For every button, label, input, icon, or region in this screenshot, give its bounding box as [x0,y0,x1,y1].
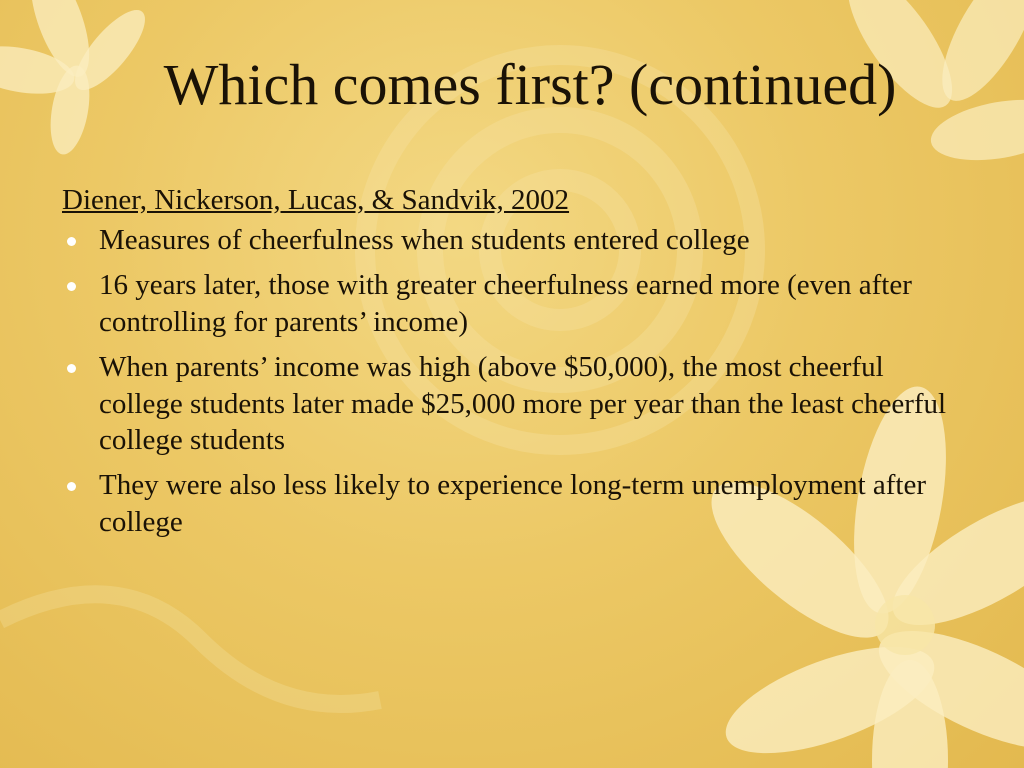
slide-body [62,182,972,549]
bullet-item [62,267,972,341]
bullet-text: 16 years later, those with greater cheerfulness earned more (even after controlling for parents’ income) [99,269,912,338]
bullet-dot-icon [67,282,76,291]
citation-link[interactable]: Diener, Nickerson, Lucas, & Sandvik, 2002 [62,184,570,216]
slide-title: Which comes first? (continued) [163,52,897,117]
bullet-text: Measures of cheerfulness when students entered college [99,224,750,257]
bullet-item [62,222,972,259]
bullet-item [62,467,972,541]
bullet-list [62,222,972,541]
bullet-item [62,349,972,459]
bullet-dot-icon [67,237,76,246]
bullet-dot-icon [67,364,76,373]
bullet-dot-icon [67,482,76,491]
bullet-text: When parents’ income was high (above $50,000), the most cheerful college students later made $25,000 more per year than the least cheerful college students [99,350,947,457]
bullet-text: They were also less likely to experience long-term unemployment after college [99,469,927,539]
